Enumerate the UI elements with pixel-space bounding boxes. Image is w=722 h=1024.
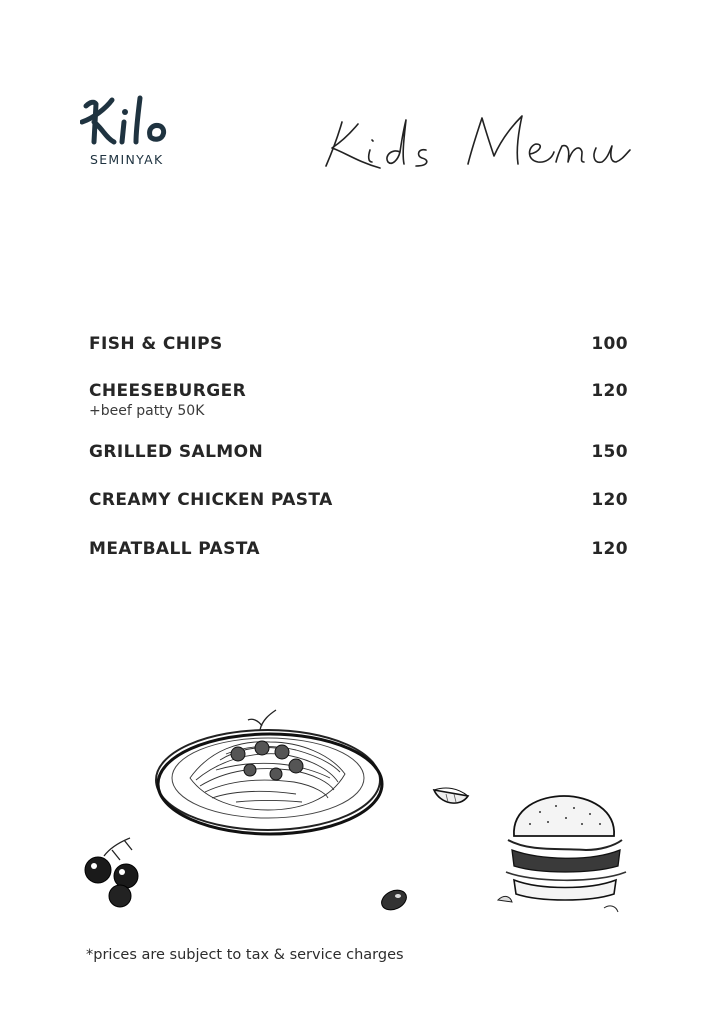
menu-item <box>89 334 629 358</box>
menu-item-name: MEATBALL PASTA <box>89 539 260 559</box>
menu-item-name: CHEESEBURGER <box>89 381 247 401</box>
price-footnote: *prices are subject to tax & service charges <box>86 947 404 963</box>
menu-item-price: 120 <box>591 490 628 510</box>
cherry-tomato-icon <box>85 838 138 907</box>
menu-item-price: 150 <box>591 442 628 462</box>
lime-wedge-icon <box>434 788 468 803</box>
menu-item-price: 120 <box>591 381 628 401</box>
menu-item-name: CREAMY CHICKEN PASTA <box>89 490 333 510</box>
menu-item-note: +beef patty 50K <box>89 403 205 419</box>
food-illustrations <box>0 690 722 930</box>
menu-item <box>89 490 629 514</box>
menu-item-name: FISH & CHIPS <box>89 334 223 354</box>
menu-item-name: GRILLED SALMON <box>89 442 264 462</box>
pasta-plate-icon <box>156 710 382 834</box>
kids-menu-script-heading <box>318 108 638 188</box>
menu-title <box>318 108 638 188</box>
menu-item-price: 100 <box>591 334 628 354</box>
menu-item <box>89 381 629 419</box>
location-label: SEMINYAK <box>90 152 164 167</box>
menu-item <box>89 539 629 563</box>
menu-item-price: 120 <box>591 539 628 559</box>
menu-list <box>89 334 629 563</box>
kilo-wordmark-icon <box>80 92 190 152</box>
burger-icon <box>498 796 626 912</box>
menu-item <box>89 442 629 466</box>
brand-logo <box>80 92 190 178</box>
olive-icon <box>378 886 409 913</box>
